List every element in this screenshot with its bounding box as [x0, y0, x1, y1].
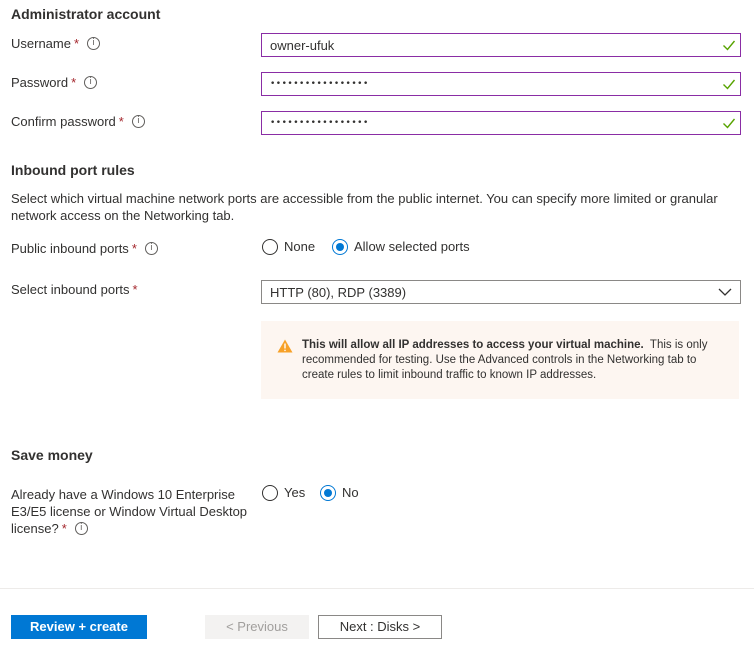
footer-divider	[0, 588, 754, 589]
radio-no-label: No	[342, 485, 359, 501]
save-money-section-title: Save money	[11, 447, 93, 463]
username-label-text: Username	[11, 36, 71, 51]
warning-icon	[277, 339, 293, 353]
radio-allow-selected-ports[interactable]	[332, 238, 470, 255]
warning-text	[302, 338, 722, 383]
required-marker: *	[61, 521, 67, 536]
warning-banner	[261, 321, 739, 399]
required-marker: *	[132, 282, 138, 297]
inbound-ports-value: HTTP (80), RDP (3389)	[270, 285, 407, 300]
license-question-line: E3/E5 license or Window Virtual Desktop	[11, 504, 248, 519]
required-marker: *	[131, 241, 137, 256]
select-inbound-label-text: Select inbound ports	[11, 282, 130, 297]
inbound-ports-dropdown[interactable]	[261, 280, 741, 304]
license-question-line-text: license?	[11, 521, 59, 536]
review-create-button[interactable]: Review + create	[11, 615, 147, 639]
password-label-text: Password	[11, 75, 69, 90]
chevron-down-icon	[718, 286, 732, 298]
confirm-password-label	[11, 113, 145, 130]
select-inbound-label	[11, 281, 138, 298]
radio-allow-selected-label: Allow selected ports	[354, 239, 470, 255]
radio-no-circle[interactable]	[320, 485, 336, 501]
admin-section-title: Administrator account	[11, 6, 161, 22]
radio-license-no[interactable]	[320, 484, 359, 501]
username-label	[11, 35, 100, 52]
valid-check-icon	[722, 116, 736, 130]
radio-yes-circle[interactable]	[262, 485, 278, 501]
required-marker: *	[71, 75, 77, 90]
password-field[interactable]	[261, 72, 741, 96]
warning-bold-text: This will allow all IP addresses to access your virtual machine.	[302, 339, 644, 351]
warning-body-text: This is only recommended for testing. Use the Advanced controls in the Networking tab to create rules to limit inbound traffic to known IP addresses.	[302, 339, 708, 381]
password-input[interactable]	[262, 73, 710, 95]
license-question	[11, 486, 256, 537]
radio-license-yes[interactable]	[262, 484, 305, 501]
password-label	[11, 74, 97, 91]
username-input[interactable]	[262, 34, 710, 56]
username-field[interactable]	[261, 33, 741, 57]
confirm-password-label-text: Confirm password	[11, 114, 116, 129]
license-question-line-last	[11, 520, 256, 537]
info-icon[interactable]: i	[132, 115, 145, 128]
public-inbound-label	[11, 240, 158, 257]
radio-yes-label: Yes	[284, 485, 306, 501]
public-inbound-label-text: Public inbound ports	[11, 241, 129, 256]
radio-allow-selected-circle[interactable]	[332, 239, 348, 255]
info-icon[interactable]: i	[87, 37, 100, 50]
radio-none[interactable]	[262, 238, 315, 255]
required-marker: *	[73, 36, 80, 51]
confirm-password-field[interactable]	[261, 111, 741, 135]
info-icon[interactable]: i	[84, 76, 97, 89]
radio-none-label: None	[284, 239, 316, 255]
previous-button[interactable]: < Previous	[205, 615, 309, 639]
radio-none-circle[interactable]	[262, 239, 278, 255]
info-icon[interactable]: i	[75, 522, 88, 535]
inbound-description: Select which virtual machine network ports are accessible from the public internet. You can specify more limited or granular network access on the Networking tab.	[11, 191, 718, 223]
info-icon[interactable]: i	[145, 242, 158, 255]
confirm-password-input[interactable]	[262, 112, 710, 134]
valid-check-icon	[722, 77, 736, 91]
next-disks-button[interactable]: Next : Disks >	[318, 615, 442, 639]
inbound-section-title: Inbound port rules	[11, 162, 135, 178]
required-marker: *	[118, 114, 124, 129]
valid-check-icon	[722, 38, 736, 52]
license-question-line: Already have a Windows 10 Enterprise	[11, 487, 236, 502]
